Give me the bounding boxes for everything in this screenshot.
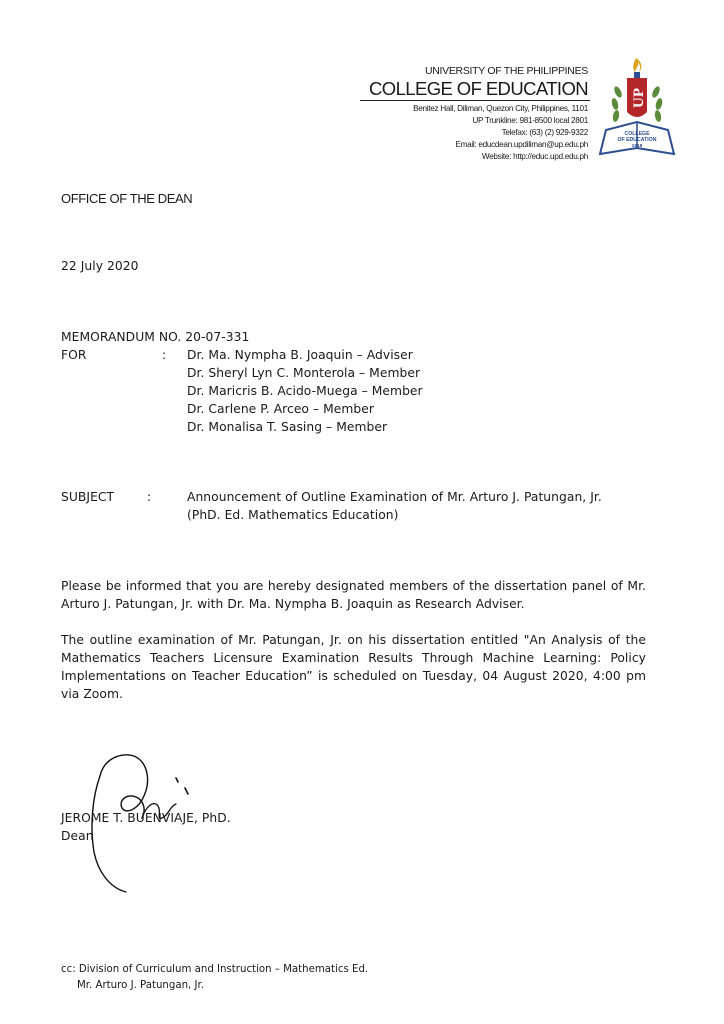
college-address: Benitez Hall, Diliman, Quezon City, Philippines, 1101 — [413, 104, 588, 113]
recipient-3: Dr. Maricris B. Acido-Muega – Member — [187, 384, 423, 398]
college-email: Email: educdean.updiliman@up.edu.ph — [455, 140, 588, 149]
college-telefax: Telefax: (63) (2) 929-9322 — [501, 128, 588, 137]
for-label: FOR — [61, 348, 87, 362]
subject-label: SUBJECT — [61, 490, 115, 504]
college-trunkline: UP Trunkline: 981-8500 local 2801 — [472, 116, 588, 125]
cc-line-2: Mr. Arturo J. Patungan, Jr. — [77, 980, 205, 991]
logo-up-letters: UP — [631, 88, 647, 108]
recipient-1: Dr. Ma. Nympha B. Joaquin – Adviser — [187, 348, 413, 362]
recipient-5: Dr. Monalisa T. Sasing – Member — [187, 420, 388, 434]
university-name: UNIVERSITY OF THE PHILIPPINES — [424, 65, 588, 77]
signatory-title: Dean — [61, 829, 94, 843]
body-paragraph-1: Please be informed that you are hereby designated members of the dissertation panel of Mr. Arturo J. Patungan, Jr. with Dr. Ma. Nympha B. Joaquin as Research Adviser. — [61, 579, 646, 611]
college-website: Website: http://educ.upd.edu.ph — [481, 152, 588, 161]
logo-text-line1: COLLEGE — [624, 131, 650, 137]
logo-text-line3: 1918 — [631, 144, 643, 149]
memo-number: MEMORANDUM NO. 20-07-331 — [61, 330, 250, 344]
subject-colon: : — [147, 490, 152, 504]
cc-line-1: cc: Division of Curriculum and Instruction – Mathematics Ed. — [61, 964, 369, 975]
signatory-name: JEROME T. BUENVIAJE, PhD. — [61, 811, 231, 825]
recipient-2: Dr. Sheryl Lyn C. Monterola – Member — [187, 366, 421, 380]
logo-text-line2: OF EDUCATION — [617, 137, 657, 143]
subject-line-1: Announcement of Outline Examination of Mr. Arturo J. Patungan, Jr. — [187, 490, 602, 504]
college-name: COLLEGE OF EDUCATION — [369, 78, 588, 99]
body-paragraph-2: The outline examination of Mr. Patungan, Jr. on his dissertation entitled "An Analysis of the Mathematics Teachers Licensure Examination Results Through Machine Learning: Policy Implementations on Teacher Education” is scheduled on Tuesday, 04 August 2020, 4:00 pm via Zoom. — [61, 633, 646, 701]
office-title: OFFICE OF THE DEAN — [61, 191, 193, 206]
memo-date: 22 July 2020 — [61, 259, 139, 273]
subject-line-2: (PhD. Ed. Mathematics Education) — [187, 508, 399, 522]
header-underline — [360, 100, 590, 101]
college-seal-logo — [598, 56, 678, 162]
recipient-4: Dr. Carlene P. Arceo – Member — [187, 402, 375, 416]
for-colon: : — [162, 348, 167, 362]
